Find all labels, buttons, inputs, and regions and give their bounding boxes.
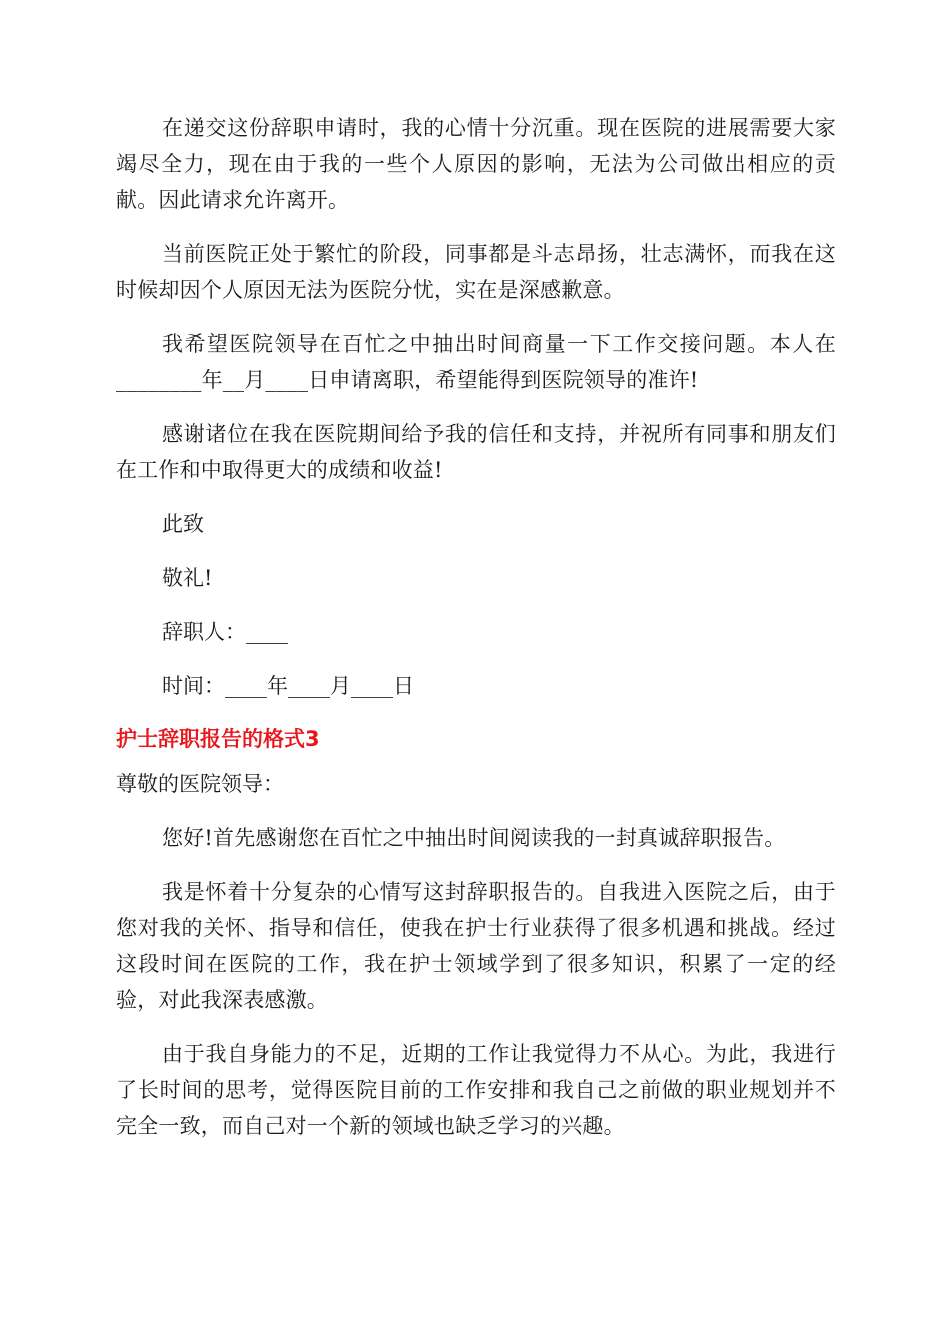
paragraph: 当前医院正处于繁忙的阶段，同事都是斗志昂扬，壮志满怀，而我在这时候却因个人原因无法为医院分忧，实在是深感歉意。 (116, 242, 836, 302)
paragraph: 我希望医院领导在百忙之中抽出时间商量一下工作交接问题。本人在________年__月____日申请离职，希望能得到医院领导的准许! (116, 332, 836, 392)
paragraph: 由于我自身能力的不足，近期的工作让我觉得力不从心。为此，我进行了长时间的思考，觉得医院目前的工作安排和我自己之前做的职业规划并不完全一致，而自己对一个新的领域也缺乏学习的兴趣。 (116, 1042, 836, 1138)
salute-line: 敬礼! (162, 566, 213, 590)
paragraph: 我是怀着十分复杂的心情写这封辞职报告的。自我进入医院之后，由于您对我的关怀、指导和信任，使我在护士行业获得了很多机遇和挑战。经过这段时间在医院的工作，我在护士领域学到了很多知识，积累了一定的经验，对此我深表感激。 (116, 880, 836, 1012)
greeting-line: 尊敬的医院领导： (116, 772, 284, 796)
paragraph: 在递交这份辞职申请时，我的心情十分沉重。现在医院的进展需要大家竭尽全力，现在由于我的一些个人原因的影响，无法为公司做出相应的贡献。因此请求允许离开。 (116, 116, 836, 212)
date-line: 时间：____年____月____日 (162, 674, 414, 698)
paragraph: 您好!首先感谢您在百忙之中抽出时间阅读我的一封真诚辞职报告。 (162, 826, 786, 850)
document-page (116, 110, 836, 1162)
closing-line: 此致 (162, 512, 204, 536)
paragraph: 感谢诸位在我在医院期间给予我的信任和支持，并祝所有同事和朋友们在工作和中取得更大的成绩和收益! (116, 422, 836, 482)
signer-line: 辞职人：____ (162, 620, 288, 644)
section-heading: 护士辞职报告的格式3 (116, 727, 320, 751)
